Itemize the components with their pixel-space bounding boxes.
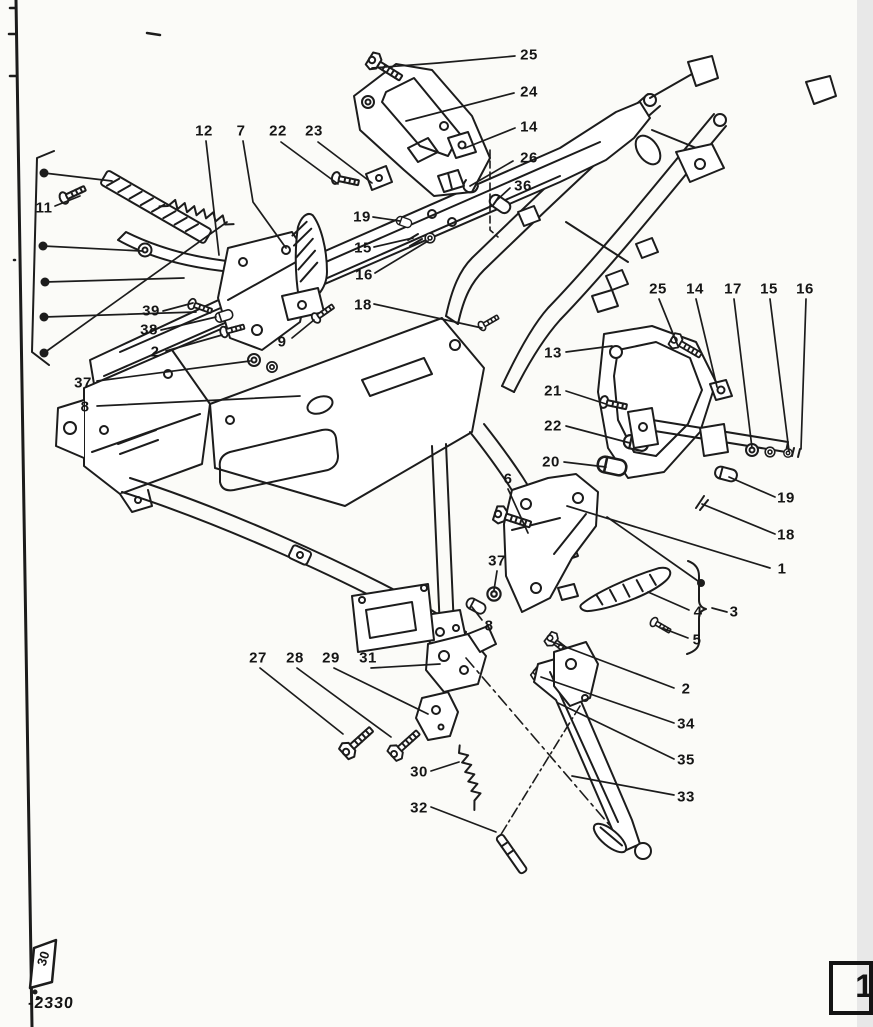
callout-19: 19 [353,208,371,226]
page-edge-line [9,0,160,1027]
callout-16: 16 [796,280,814,298]
callout-19: 19 [777,489,795,507]
leader-line-27 [260,668,343,734]
screw-22-top [331,171,360,188]
callout-14: 14 [520,118,538,136]
screw-5 [649,616,673,635]
callout-18: 18 [354,296,372,314]
leader-line-32 [431,807,496,832]
callout-31: 31 [359,649,377,667]
callout-25: 25 [520,46,538,64]
page-number: 1 [855,968,873,1004]
callout-9: 9 [277,333,287,351]
corner-stamp-text: 30 [33,949,53,968]
callout-5: 5 [692,631,702,649]
callout-24: 24 [520,83,538,101]
callout-16: 16 [355,266,373,284]
bolt-27 [338,723,378,761]
washer-15-right [765,447,775,457]
screw-11 [58,183,88,205]
callout-21: 21 [544,382,562,400]
callout-22: 22 [544,417,562,435]
callout-14: 14 [686,280,704,298]
callout-39: 39 [142,302,160,320]
pin-18-left [477,313,501,332]
callout-4: 4 [693,603,703,621]
figure-code: -2330 [27,995,75,1012]
leader-line-33 [572,776,674,795]
leader-line-29 [334,668,428,714]
leader-line-15 [770,299,789,451]
side-stand-group [338,626,651,874]
callout-28: 28 [286,649,304,667]
callout-23: 23 [305,122,323,140]
leader-line-4 [648,592,689,610]
washer-16-right [784,449,792,457]
leader-line-28 [297,668,391,737]
callout-1: 1 [777,560,787,578]
page-number-box [829,961,873,1015]
callout-6: 6 [503,470,513,488]
callout-8: 8 [484,617,494,635]
callout-18: 18 [777,526,795,544]
leader-line-7 [243,141,286,248]
callout-37: 37 [74,374,92,392]
leader-line-1 [567,506,770,568]
callout-20: 20 [542,453,560,471]
callout-34: 34 [677,715,695,733]
callout-29: 29 [322,649,340,667]
callout-2: 2 [150,343,160,361]
callout-22: 22 [269,122,287,140]
callout-2: 2 [681,680,691,698]
leader-line-3 [712,608,727,612]
leader-line-16 [801,299,806,449]
pillion-bracket-right [596,326,800,510]
callout-27: 27 [249,649,267,667]
leader-line-17 [734,299,752,448]
callout-35: 35 [677,751,695,769]
stand-pin-32 [496,834,528,875]
callout-8: 8 [80,398,90,416]
washer-37-a [248,354,260,366]
callout-3: 3 [729,603,739,621]
leader-line-19 [729,477,775,497]
stand-spring [454,744,485,810]
callout-30: 30 [410,763,428,781]
callout-15: 15 [760,280,778,298]
callout-15: 15 [354,239,372,257]
leader-line-22 [281,142,338,184]
washer-37-b [267,362,277,372]
callout-17: 17 [724,280,742,298]
callout-7: 7 [236,122,246,140]
callout-36: 36 [514,177,532,195]
leader-line-5 [662,628,688,638]
corner-stamp [30,940,56,1000]
callout-38: 38 [140,321,158,339]
callout-11: 11 [35,199,53,217]
callout-37: 37 [488,552,506,570]
callout-13: 13 [544,344,562,362]
callout-25: 25 [649,280,667,298]
callout-33: 33 [677,788,695,806]
leader-line-30 [431,762,459,771]
leader-line-25 [372,56,515,68]
bolt-28 [386,726,424,762]
callout-12: 12 [195,122,213,140]
callout-26: 26 [520,149,538,167]
leader-line-18 [702,504,775,534]
callout-32: 32 [410,799,428,817]
cotter-pin-18-right [696,496,708,510]
